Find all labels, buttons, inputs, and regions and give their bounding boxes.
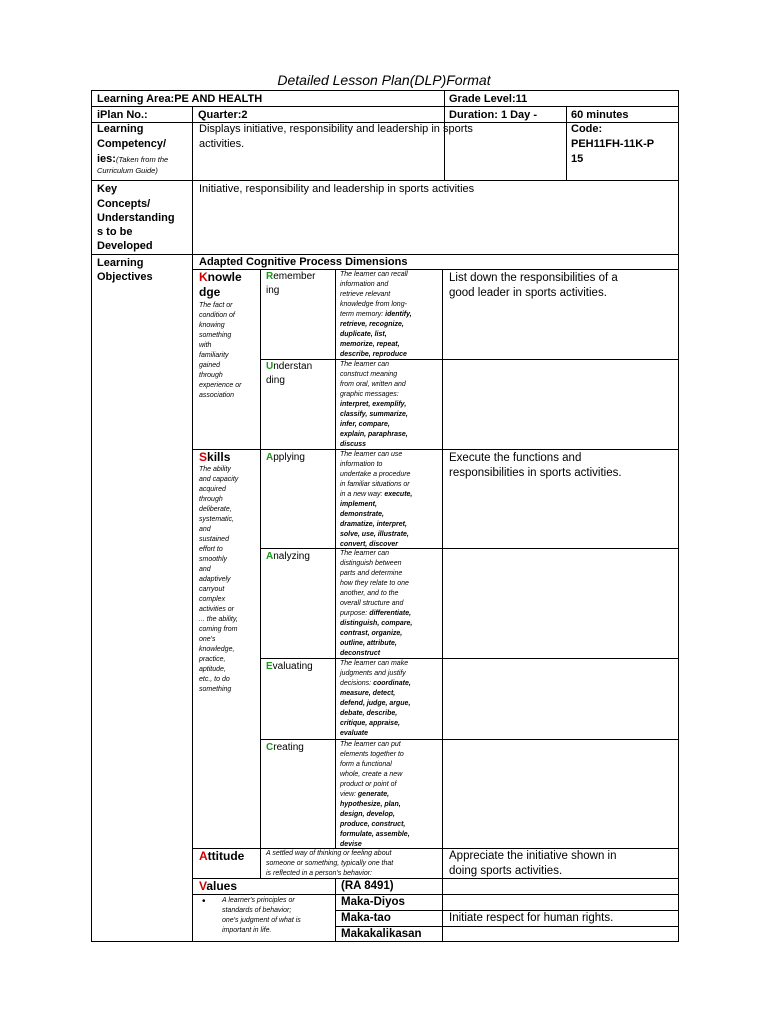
iplan-label: iPlan No.: — [97, 109, 148, 121]
remembering-label: Remember ing — [266, 271, 316, 296]
objectives-label-1: Learning — [97, 257, 144, 269]
learning-area: Learning Area:PE AND HEALTH — [97, 93, 263, 105]
creating-label: Creating — [266, 742, 304, 753]
analyzing-label: Analyzing — [266, 551, 310, 562]
competency-text-1: Displays initiative, responsibility and leadership in sports — [199, 123, 473, 135]
attitude-label: Attitude — [199, 849, 245, 863]
values-desc: A learner's principles or standards of behavior; one's judgment of what is important in life. — [222, 897, 301, 934]
applying-objective-1: Execute the functions and — [449, 452, 582, 464]
remembering-desc: The learner can recall information and retrieve relevant knowledge from long- term memory: identify, retrieve, recognize, duplicate, list, memorize, repeat, describe, reproduce — [340, 271, 412, 358]
values-ra: (RA 8491) — [341, 880, 394, 892]
competency-label-2: Competency/ — [97, 138, 167, 150]
skills-label: Skills — [199, 450, 231, 464]
code-value-2: 15 — [571, 153, 584, 165]
quarter: Quarter:2 — [198, 109, 248, 121]
evaluating-label: Evaluating — [266, 661, 313, 672]
remembering-objective-2: good leader in sports activities. — [449, 287, 607, 299]
key-concepts-label-5: Developed — [97, 240, 153, 252]
applying-desc: The learner can use information to undertake a procedure in familiar situations or in a new way: execute, implement, demonstrate, dramatize, interpret, solve, use, illustrate, convert, discover — [340, 451, 413, 548]
key-concepts-label-1: Key — [97, 183, 118, 195]
document-title: Detailed Lesson Plan(DLP)Format — [277, 72, 491, 88]
understanding-label: Understan ding — [266, 361, 313, 386]
value-maka-diyos: Maka-Diyos — [341, 896, 405, 908]
objectives-label-2: Objectives — [97, 271, 153, 283]
key-concepts-label-4: s to be — [97, 226, 133, 238]
understanding-desc: The learner can construct meaning from oral, written and graphic messages: interpret, exemplify, classify, summarize, infer, compare, explain, paraphrase, discuss — [340, 361, 408, 448]
evaluating-desc: The learner can make judgments and justify decisions: coordinate, measure, detect, defend, judge, argue, debate, describe, critique, appraise, evaluate — [340, 660, 411, 737]
values-label: Values — [199, 879, 238, 893]
code-label: Code: — [571, 123, 603, 135]
duration: Duration: 1 Day - — [449, 109, 538, 121]
attitude-objective-1: Appreciate the initiative shown in — [449, 850, 617, 862]
analyzing-desc: The learner can distinguish between parts and determine how they relate to one another, and to the overall structure and purpose: differentiate, distinguish, compare, contrast, organize, outline, attribute, deconstruct — [340, 550, 413, 657]
remembering-objective-1: List down the responsibilities of a — [449, 272, 618, 284]
key-concepts-label-3: Understanding — [97, 212, 175, 224]
competency-text-2: activities. — [199, 138, 245, 150]
duration-minutes: 60 minutes — [571, 109, 629, 121]
competency-label-1: Learning — [97, 123, 144, 135]
attitude-desc: A settled way of thinking or feeling about someone or something, typically one that is reflected in a person's behavior: — [266, 850, 394, 877]
values-objective: Initiate respect for human rights. — [449, 912, 614, 924]
knowledge-desc: The fact or condition of knowing something with familiarity gained through experience or association — [199, 302, 242, 399]
knowledge-label-2: dge — [199, 285, 221, 299]
competency-note: Curriculum Guide) — [97, 166, 158, 175]
applying-objective-2: responsibilities in sports activities. — [449, 467, 622, 479]
values-bullet: • — [202, 896, 206, 907]
attitude-objective-2: doing sports activities. — [449, 865, 563, 877]
key-concepts-label-2: Concepts/ — [97, 198, 151, 210]
skills-desc: The ability and capacity acquired through deliberate, systematic, and sustained effort to smoothly and adaptively carryout complex activities or ... the ability, coming from one's knowledge, practice, aptitude, etc., to do something — [199, 466, 239, 693]
knowledge-label: Knowle — [199, 270, 242, 284]
creating-desc: The learner can put elements together to form a functional whole, create a new product or point of view: generate, hypothesize, plan, design, develop, produce, construct, formulate, assemble, devise — [340, 741, 410, 848]
code-value-1: PEH11FH-11K-P — [571, 138, 655, 150]
value-maka-tao: Maka-tao — [341, 912, 391, 924]
key-concepts-text: Initiative, responsibility and leadership in sports activities — [199, 183, 475, 195]
applying-label: Applying — [266, 452, 305, 463]
competency-label-3: ies:(Taken from the — [97, 153, 169, 165]
dimensions-header: Adapted Cognitive Process Dimensions — [199, 256, 408, 268]
value-makakalikasan: Makakalikasan — [341, 928, 422, 940]
grade-level: Grade Level:11 — [449, 93, 528, 105]
